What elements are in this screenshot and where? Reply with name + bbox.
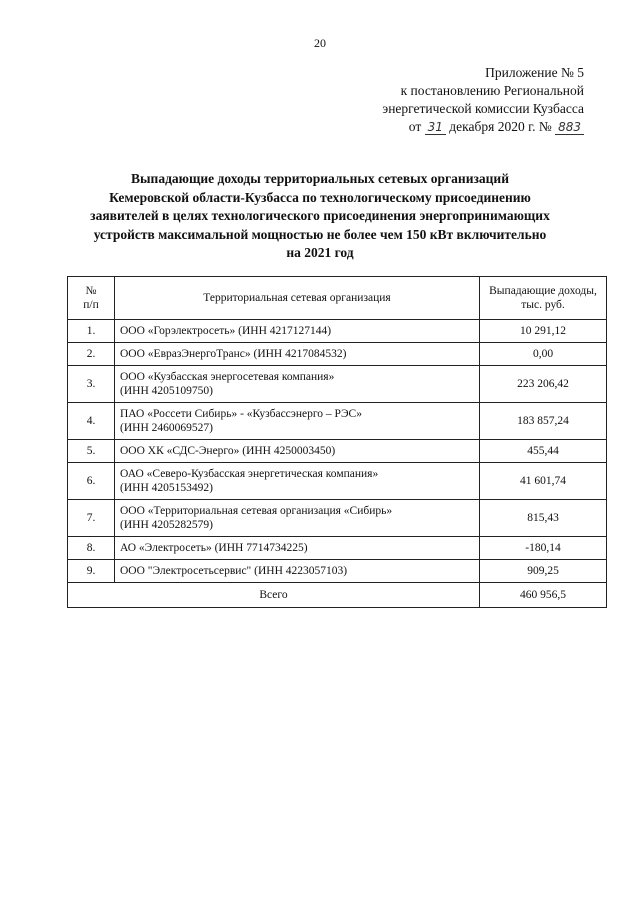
total-label: Всего: [68, 583, 480, 608]
date-rest: декабря 2020 г. №: [449, 119, 552, 134]
title-line-3: заявителей в целях технологического присоединения энергопринимающих: [90, 208, 550, 223]
title-line-5: на 2021 год: [286, 245, 354, 260]
total-value: 460 956,5: [480, 583, 607, 608]
row-organization: ООО «ЕвразЭнергоТранс» (ИНН 4217084532): [115, 343, 480, 366]
table-row: [68, 440, 607, 463]
page-number: 20: [314, 36, 326, 50]
table-header-row: [68, 277, 607, 320]
revenue-table: [67, 276, 607, 608]
row-number: 4.: [68, 403, 115, 440]
table-row: [68, 366, 607, 403]
appendix-commission: энергетической комиссии Кузбасса: [382, 101, 584, 116]
row-value: 41 601,74: [480, 463, 607, 500]
row-value: -180,14: [480, 537, 607, 560]
row-number: 9.: [68, 560, 115, 583]
table-row: [68, 500, 607, 537]
row-number: 2.: [68, 343, 115, 366]
total-row: [68, 583, 607, 608]
row-number: 6.: [68, 463, 115, 500]
row-organization: ООО "Электросетьсервис" (ИНН 4223057103): [115, 560, 480, 583]
appendix-title: Приложение № 5: [485, 65, 584, 80]
header-organization: Территориальная сетевая организация: [115, 277, 480, 320]
row-number: 5.: [68, 440, 115, 463]
table-row: [68, 560, 607, 583]
row-number: 1.: [68, 320, 115, 343]
row-number: 8.: [68, 537, 115, 560]
row-value: 0,00: [480, 343, 607, 366]
appendix-header: [344, 64, 584, 136]
row-organization: ООО «Территориальная сетевая организация «Сибирь» (ИНН 4205282579): [115, 500, 480, 537]
row-value: 183 857,24: [480, 403, 607, 440]
title-line-4: устройств максимальной мощностью не более чем 150 кВт включительно: [93, 226, 547, 242]
resolution-number-handwritten: 883: [555, 120, 584, 135]
date-day-handwritten: 31: [425, 120, 446, 135]
row-value: 909,25: [480, 560, 607, 583]
table-row: [68, 463, 607, 500]
row-organization: ООО «Кузбасская энергосетевая компания» (ИНН 4205109750): [115, 366, 480, 403]
table-row: [68, 343, 607, 366]
date-prefix: от: [408, 119, 422, 134]
row-value: 223 206,42: [480, 366, 607, 403]
row-number: 3.: [68, 366, 115, 403]
appendix-date-line: [344, 118, 584, 136]
title-line-1: Выпадающие доходы территориальных сетевых организаций: [131, 171, 509, 186]
row-value: 815,43: [480, 500, 607, 537]
table-row: [68, 537, 607, 560]
row-organization: АО «Электросеть» (ИНН 7714734225): [115, 537, 480, 560]
row-value: 10 291,12: [480, 320, 607, 343]
header-value: Выпадающие доходы, тыс. руб.: [480, 277, 607, 320]
table-row: [68, 320, 607, 343]
row-organization: ООО «Горэлектросеть» (ИНН 4217127144): [115, 320, 480, 343]
appendix-resolution: к постановлению Региональной: [400, 83, 584, 98]
row-organization: ООО ХК «СДС-Энерго» (ИНН 4250003450): [115, 440, 480, 463]
header-number: № п/п: [68, 277, 115, 320]
row-organization: ПАО «Россети Сибирь» - «Кузбассэнерго – РЭС» (ИНН 2460069527): [115, 403, 480, 440]
row-number: 7.: [68, 500, 115, 537]
table-row: [68, 403, 607, 440]
row-value: 455,44: [480, 440, 607, 463]
title-line-2: Кемеровской области-Кузбасса по технологическому присоединению: [109, 189, 531, 205]
row-organization: ОАО «Северо-Кузбасская энергетическая компания» (ИНН 4205153492): [115, 463, 480, 500]
document-title: [40, 170, 600, 263]
